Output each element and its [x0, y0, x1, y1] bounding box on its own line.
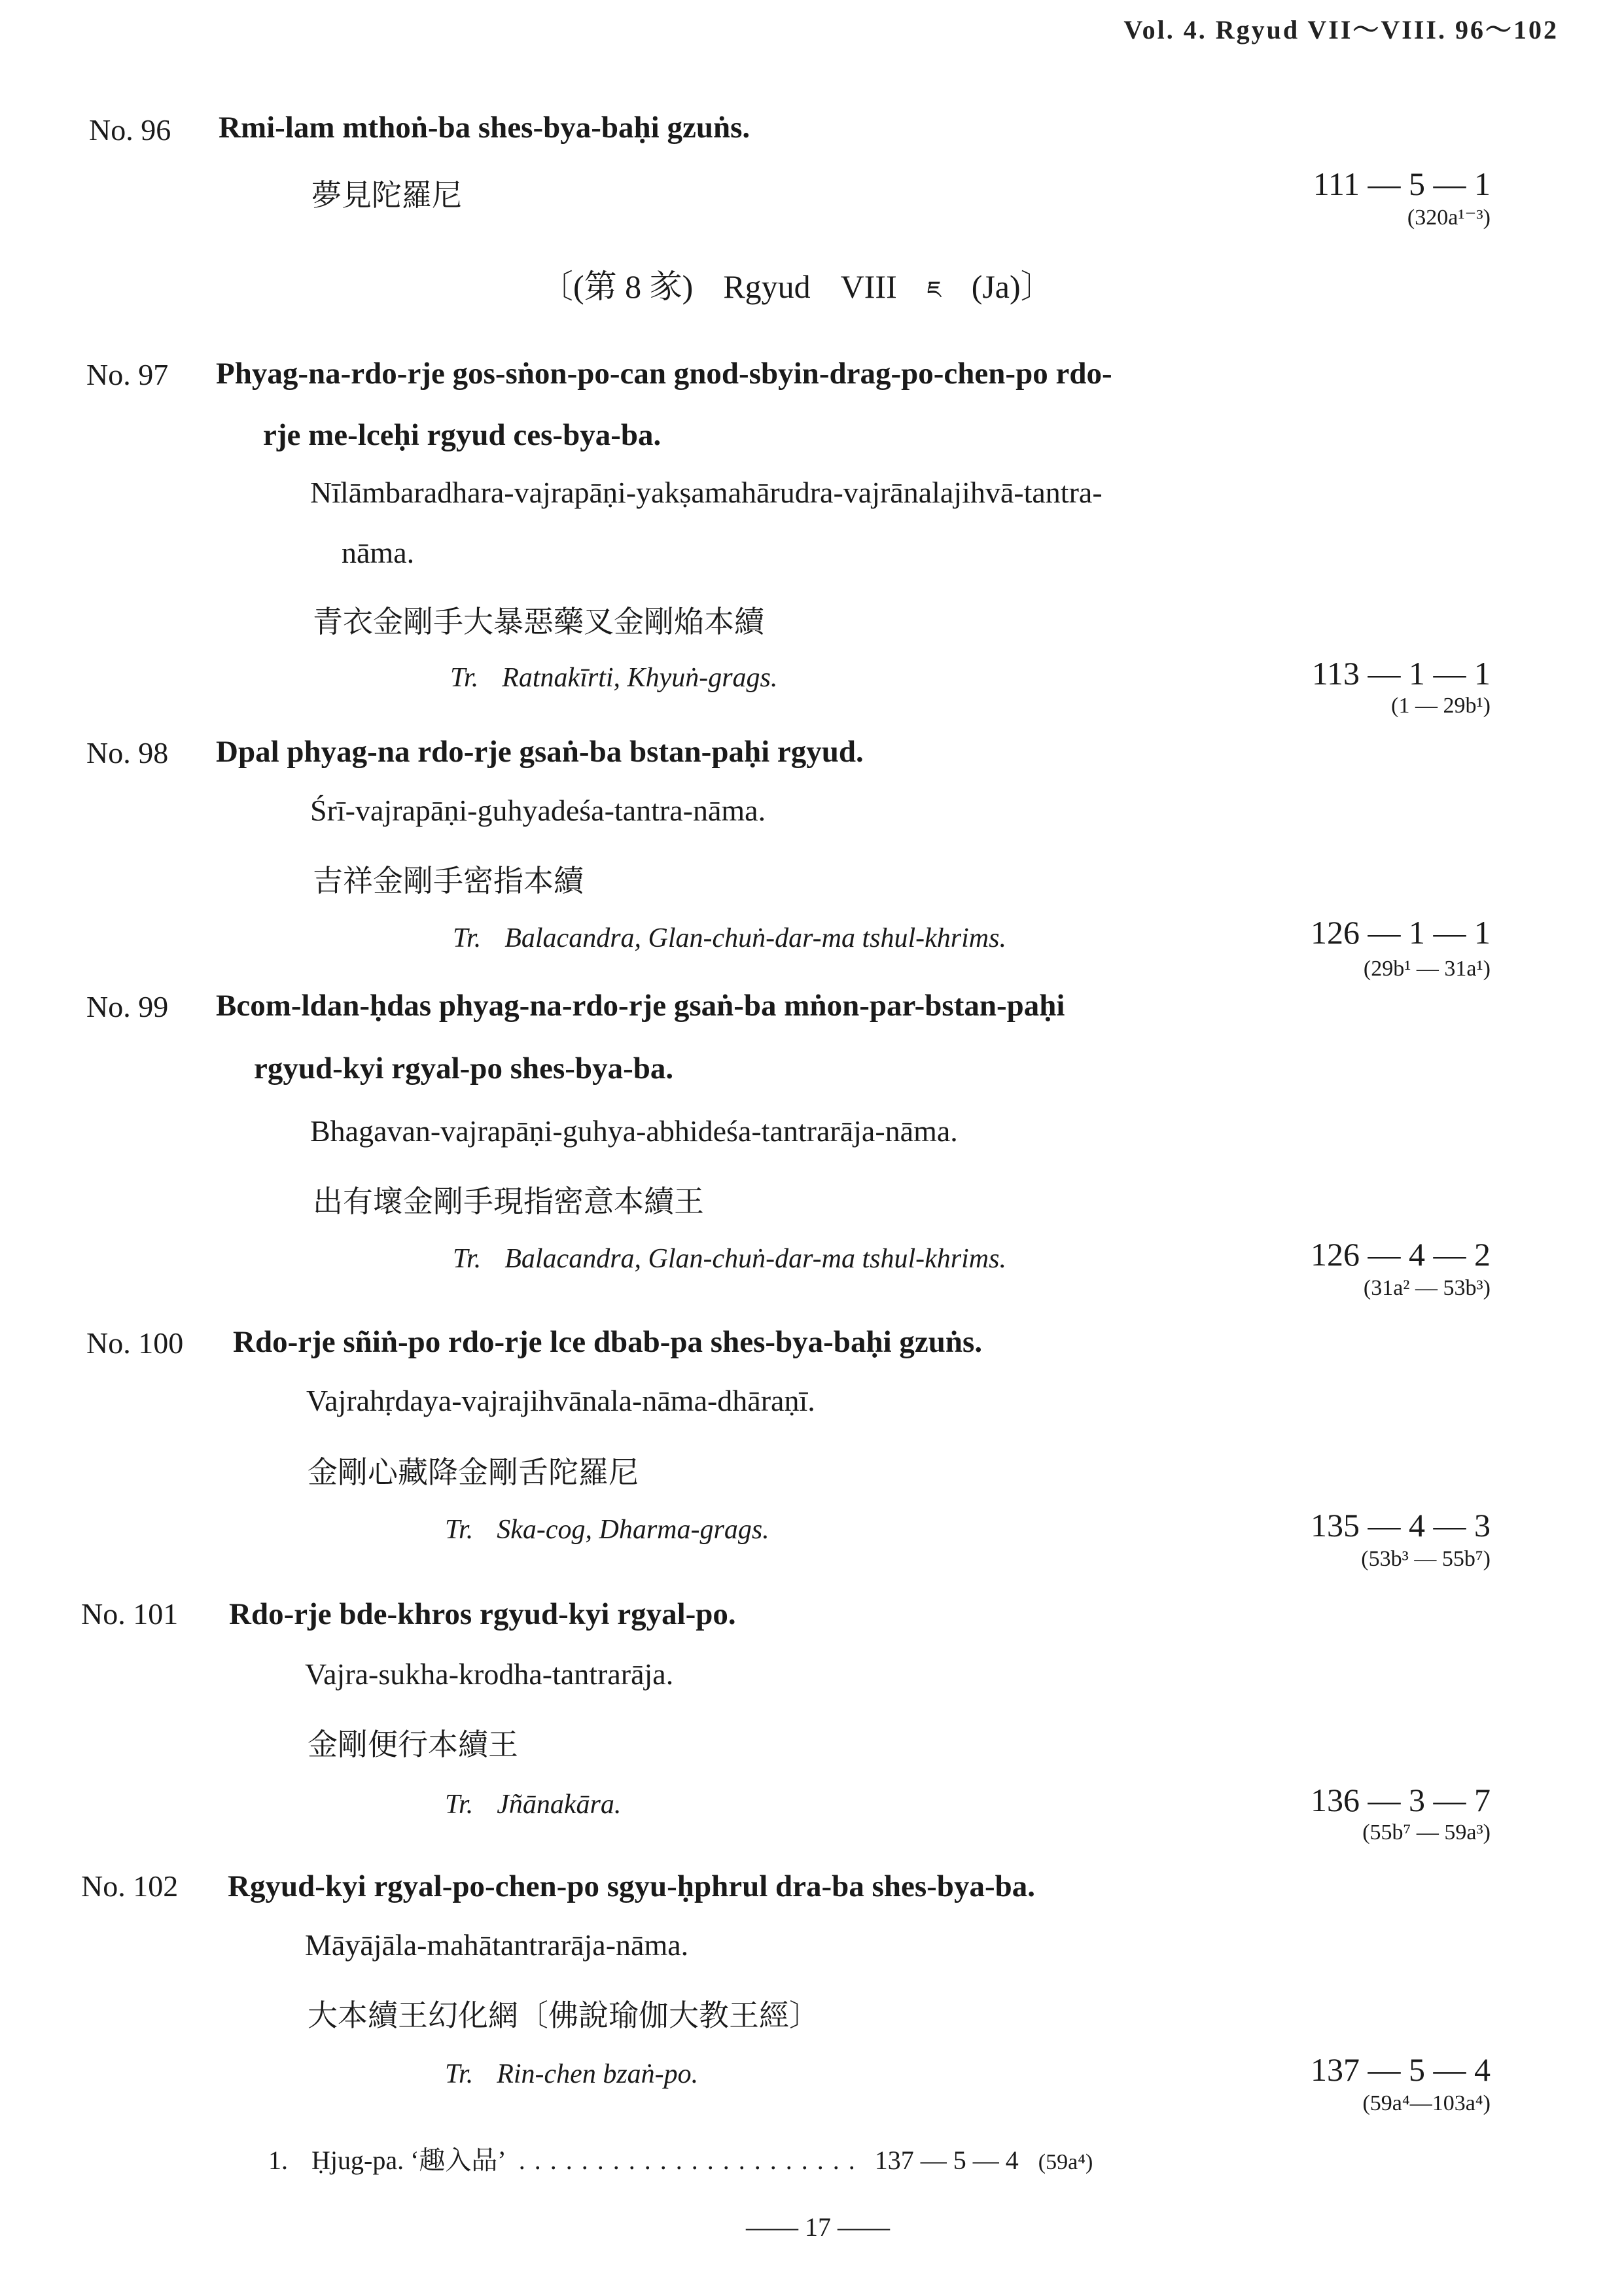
entry-number-100: No. 100	[86, 1326, 184, 1360]
translators-101: Jñānakāra.	[497, 1790, 622, 1820]
translators-102: Rin-chen bzaṅ-po.	[497, 2059, 699, 2089]
entry-title-99-line1: Bcom-ldan-ḥdas phyag-na-rdo-rje gsaṅ-ba mṅon-par-bstan-paḥi	[216, 989, 1065, 1023]
sanskrit-title-97-line2: nāma.	[342, 536, 415, 569]
sanskrit-title-99: Bhagavan-vajrapāṇi-guhya-abhideśa-tantrarāja-nāma.	[310, 1114, 958, 1148]
translator-label: Tr.	[445, 2059, 474, 2089]
translator-label: Tr.	[445, 1515, 474, 1545]
chinese-title-101: 金剛便行本續王	[308, 1727, 518, 1762]
sanskrit-title-98: Śrī-vajrapāṇi-guhyadeśa-tantra-nāma.	[310, 794, 766, 827]
toc-label: Ḥjug-pa. ‘趣入品’	[311, 2146, 506, 2175]
entry-number-98: No. 98	[86, 736, 169, 769]
chinese-title-97: 青衣金剛手大暴惡藥叉金剛焔本續	[313, 604, 764, 639]
folio-ref-99: (31a² — 53b³)	[1363, 1276, 1491, 1300]
folio-ref-97: (1 — 29b¹)	[1391, 694, 1491, 718]
sanskrit-title-101: Vajra-sukha-krodha-tantrarāja.	[305, 1657, 674, 1691]
translator-label: Tr.	[445, 1790, 474, 1820]
entry-title-96: Rmi-lam mthoṅ-ba shes-bya-baḥi gzuṅs.	[219, 111, 750, 145]
chinese-title-102: 大本續王幻化網〔佛說瑜伽大教王經〕	[308, 1998, 819, 2033]
sanskrit-title-97-line1: Nīlāmbaradhara-vajrapāṇi-yakṣamahārudra-vajrānalajihvā-tantra-	[310, 476, 1103, 509]
translator-label: Tr.	[450, 663, 479, 693]
entry-number-102: No. 102	[81, 1869, 179, 1903]
section-num: VIII	[840, 268, 897, 305]
section-heading	[540, 260, 1053, 330]
chinese-title-99: 出有壞金剛手現指密意本續王	[313, 1184, 704, 1219]
running-header: Vol. 4. Rgyud VII～VIII. 96～102	[1123, 15, 1559, 44]
translator-line-101	[445, 1789, 621, 1820]
section-letter: ཇ	[927, 277, 942, 304]
entry-title-97-line2: rje me-lceḥi rgyud ces-bya-ba.	[263, 418, 662, 452]
entry-title-100: Rdo-rje sñiṅ-po rdo-rje lce dbab-pa shes-bya-baḥi gzuṅs.	[233, 1325, 983, 1359]
folio-ref-102: (59a⁴—103a⁴)	[1362, 2091, 1491, 2115]
chinese-title-100: 金剛心藏降金剛舌陀羅尼	[308, 1455, 639, 1490]
translators-97: Ratnakīrti, Khyuṅ-grags.	[502, 663, 778, 693]
toc-ref: 137 — 5 — 4	[874, 2146, 1019, 2175]
translator-label: Tr.	[453, 1244, 482, 1274]
folio-ref-101: (55b⁷ — 59a³)	[1362, 1820, 1491, 1845]
chinese-title-96: 夢見陀羅尼	[311, 177, 462, 213]
entry-title-102: Rgyud-kyi rgyal-po-chen-po sgyu-ḥphrul dra-ba shes-bya-ba.	[228, 1869, 1035, 1903]
section-close: (Ja)〕	[971, 268, 1053, 305]
volume-ref-102: 137 — 5 — 4	[1311, 2051, 1491, 2088]
translators-98: Balacandra, Glan-chuṅ-dar-ma tshul-khrims.	[504, 923, 1006, 953]
volume-ref-101: 136 — 3 — 7	[1311, 1782, 1491, 1818]
folio-ref-96: (320a¹⁻³)	[1407, 205, 1491, 230]
folio-ref-98: (29b¹ — 31a¹)	[1363, 957, 1491, 981]
translators-100: Ska-cog, Dharma-grags.	[497, 1515, 769, 1545]
translator-line-99	[453, 1243, 1006, 1275]
volume-ref-96: 111 — 5 — 1	[1313, 166, 1491, 202]
sanskrit-title-102: Māyājāla-mahātantrarāja-nāma.	[305, 1928, 689, 1962]
volume-ref-99: 126 — 4 — 2	[1311, 1236, 1491, 1273]
entry-title-98: Dpal phyag-na rdo-rje gsaṅ-ba bstan-paḥi rgyud.	[216, 735, 864, 769]
volume-ref-98: 126 — 1 — 1	[1311, 914, 1491, 951]
translator-line-97	[450, 662, 777, 694]
translator-line-102	[445, 2058, 698, 2090]
chinese-title-98: 吉祥金剛手密指本續	[313, 863, 584, 898]
entry-number-96: No. 96	[89, 113, 171, 147]
volume-ref-100: 135 — 4 — 3	[1311, 1507, 1491, 1544]
section-name: Rgyud	[723, 268, 811, 305]
sanskrit-title-100: Vajrahṛdaya-vajrajihvānala-nāma-dhāraṇī.	[306, 1384, 815, 1417]
translator-line-98	[453, 923, 1006, 954]
folio-ref-100: (53b³ — 55b⁷)	[1361, 1547, 1491, 1571]
translator-line-100	[445, 1514, 769, 1545]
entry-title-97-line1: Phyag-na-rdo-rje gos-sṅon-po-can gnod-sbyin-drag-po-chen-po rdo-	[216, 357, 1112, 391]
translators-99: Balacandra, Glan-chuṅ-dar-ma tshul-khrims.	[504, 1244, 1006, 1274]
entry-number-97: No. 97	[86, 358, 169, 391]
volume-ref-97: 113 — 1 — 1	[1311, 655, 1491, 692]
page-number: —— 17 ——	[746, 2212, 890, 2242]
toc-leader-dots: . . . . . . . . . . . . . . . . . . . . . .	[518, 2146, 856, 2175]
translator-label: Tr.	[453, 923, 482, 953]
entry-number-99: No. 99	[86, 990, 169, 1023]
toc-number: 1.	[268, 2146, 288, 2175]
entry-title-101: Rdo-rje bde-khros rgyud-kyi rgyal-po.	[229, 1597, 736, 1631]
entry-number-101: No. 101	[81, 1597, 179, 1631]
toc-folio: (59a⁴)	[1038, 2150, 1093, 2174]
entry-title-99-line2: rgyud-kyi rgyal-po shes-bya-ba.	[254, 1051, 674, 1086]
toc-line	[268, 2140, 1093, 2177]
section-open: 〔(第 8 㒸)	[540, 268, 694, 305]
